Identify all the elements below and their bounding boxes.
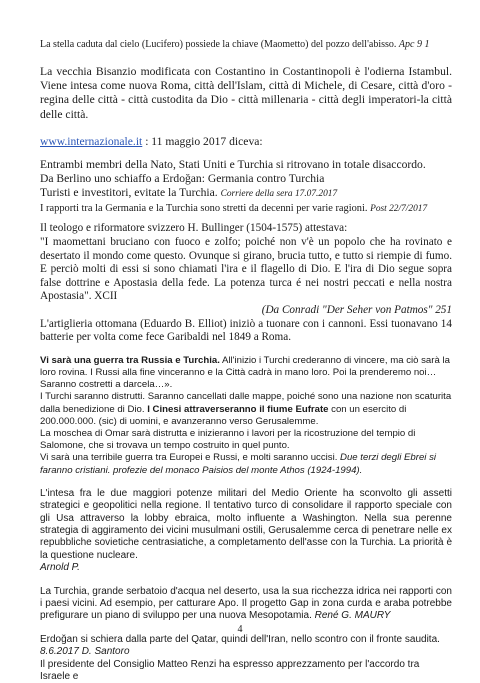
post-cite: Post 22/7/2017: [370, 203, 428, 214]
conradi-cite: (Da Conradi "Der Seher von Patmos" 251: [261, 303, 452, 316]
lucifero-line: La stella caduta dal cielo (Lucifero) possiede la chiave (Maometto) del pozzo dell'abisso. Apc 9 1: [40, 39, 430, 50]
nato-line: Entrambi membri della Nato, Stati Uniti e Turchia si ritrovano in totale disaccordo.: [40, 158, 426, 172]
bullinger-section: [40, 222, 452, 344]
corriere-cite: Corriere della sera 17.07.2017: [220, 189, 338, 200]
maury-author: René G. MAURY: [314, 610, 391, 622]
guerra-paragraph: Vi sarà una guerra tra Russia e Turchia. All'inizio i Turchi crederanno di vincere, ma ciò sarà la loro rovina. I Russi alla fine vinceranno e la Città cadrà in mano loro. Poi la prenderemo noi… Saranno costretti a darcela…».: [40, 354, 450, 391]
renzi-line: Il presidente del Consiglio Matteo Renzi ha espresso apprezzamento per l'accordo tra Israele e: [40, 658, 420, 683]
moschea-paragraph: La moschea di Omar sarà distrutta e inizieranno i lavori per la ricostruzione del tempio di Salomone, che si trovava un tempo costruito in quel punto.: [40, 427, 416, 452]
turchi-paragraph: I Turchi saranno distrutti. Saranno cancellati dalle mappe, poiché sono una nazione non scaturita dalla benedizione di Dio. I Cinesi attraverseranno il fiume Eufrate con un esercito di 200.000.000. (sic) di uomini, e avanzeranno verso Gerusalemme.: [40, 391, 452, 427]
intesa-author: Arnold P.: [40, 562, 80, 574]
turchia-section: [40, 586, 452, 623]
internazionale-link[interactable]: www.internazionale.it: [40, 134, 143, 148]
bullinger-intro: Il teologo e riformatore svizzero H. Bullinger (1504-1575) attestava:: [40, 222, 348, 235]
europei-paragraph: Vi sarà una terribile guerra tra Europei e Russi, e molti saranno uccisi. Due terzi degli Ebrei si faranno cristiani. profezie del monaco Paisios del monte Athos (1924-1994).: [40, 452, 437, 476]
germania-line: I rapporti tra la Germania e la Turchia sono stretti da decenni per varie ragioni. Post 22/7/2017: [40, 202, 428, 214]
page-number: 4: [237, 624, 243, 635]
erdogan-paragraph: Erdoğan si schiera dalla parte del Qatar, quindi dell'Iran, nello scontro con il fronte saudita.: [40, 633, 440, 645]
turchia-paragraph: La Turchia, grande serbatoio d'acqua nel deserto, usa la sua ricchezza idrica nei rapporti con i paesi vicini. Ad esempio, per catturare Apo. Il progetto Gap in zona curda e araba potrebbe prefigurare un piano di sviluppo per una nuova Mesopotamia. René G. MAURY: [40, 585, 452, 622]
berlino-line: Da Berlino uno schiaffo a Erdoğan: Germania contro Turchia: [40, 172, 325, 186]
bullinger-quote: "I maomettani bruciano con fuoco e zolfo; poiché non v'è un popolo che ha rovinato e desertato il mondo come questo. Ovunque si girano, brucia tutto, e tutto si riempie di fumo. E perciò molti di essi si sono chiamati l'ira e il flagello di Dio. E l'ira di Dio segue sopra false dottrine e Apostasia della fede. La potenza turca é nei nostri peccati e nella nostra Apostasia". XCII: [40, 236, 452, 303]
intesa-section: [40, 488, 452, 575]
bisanzio-paragraph: La vecchia Bisanzio modificata con Costantino in Costantinopoli è l'odierna Istambul. Viene intesa come nuova Roma, città dell'Islam, città di Michele, di Cesare, città d'oro - regina delle città - città custodita da Dio - città millenaria - città degli imperatori-la città delle città.: [40, 65, 452, 121]
turisti-line: Turisti e investitori, evitate la Turchia. Corriere della sera 17.07.2017: [40, 186, 338, 200]
guerra-section: [40, 355, 452, 477]
verse-ref: Apc 9 1: [398, 39, 430, 50]
intesa-paragraph: L'intesa fra le due maggiori potenze militari del Medio Oriente ha sconvolto gli assetti strategici e geopolitici nella regione. Il tentativo turco di consolidare il rapporto speciale con gli Usa attraverso la lobby ebraica, molto influente a Washington. Nella sua perenne strategia di aggiramento dei vicini musulmani ostili, Gerusalemme cerca di penetrare nelle ex repubbliche sovietiche centrasiatiche, a completamento dell'asse con la Turchia. La priorità è la questione nucleare.: [40, 487, 452, 561]
artiglieria-paragraph: L'artiglieria ottomana (Eduardo B. Elliot) iniziò a tuonare con i cannoni. Essi tuonavano 14 batterie per volta come fece Garibaldi nel 1849 a Roma.: [40, 317, 452, 344]
nato-section: [40, 158, 452, 215]
source-line: www.internazionale.it : 11 maggio 2017 diceva:: [40, 134, 263, 148]
santoro-date: 8.6.2017 D. Santoro: [40, 646, 130, 658]
erdogan-section: [40, 634, 452, 683]
